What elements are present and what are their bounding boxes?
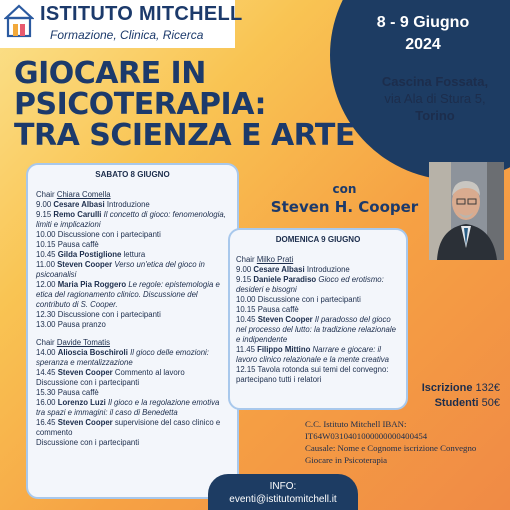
item-time: 9.15 xyxy=(236,275,252,284)
item-time: 10.00 xyxy=(36,230,56,239)
house-logo-icon xyxy=(4,4,34,42)
sunday-item xyxy=(236,265,400,275)
logo-name: ISTITUTO MITCHELL xyxy=(40,3,243,25)
venue-name: Cascina Fossata, xyxy=(381,74,489,89)
item-speaker: Daniele Paradiso xyxy=(253,275,317,284)
item-time: 11.45 xyxy=(236,345,255,354)
event-year: 2024 xyxy=(405,36,441,53)
item-speaker: Lorenzo Luzi xyxy=(57,398,106,407)
item-description: Discussione con i partecipanti xyxy=(57,230,161,239)
item-description: Narrare e giocare: il lavoro clinico relazionale e la mente creativa xyxy=(236,345,389,364)
item-speaker: Filippo Mittino xyxy=(257,345,311,354)
item-speaker: Steven Cooper xyxy=(57,260,113,269)
item-description: Introduzione xyxy=(306,265,350,274)
item-time: 10.45 xyxy=(236,315,256,324)
item-description: Discussione con i partecipanti xyxy=(57,310,161,319)
item-time: 14.00 xyxy=(36,348,56,357)
logo xyxy=(0,0,243,48)
saturday-afternoon-item xyxy=(36,438,229,448)
bank-reason-2: Giocare in Psicoterapia xyxy=(305,455,388,465)
saturday-title: SABATO 8 GIUGNO xyxy=(95,170,170,179)
item-description: Introduzione xyxy=(106,200,150,209)
item-time: 16.45 xyxy=(36,418,56,427)
item-description: Verso un'etica del gioco in psicoanalisi xyxy=(36,260,205,279)
sunday-item xyxy=(236,275,400,295)
item-speaker: Cesare Albasi xyxy=(253,265,305,274)
item-description: Tavola rotonda sui temi del convegno: partecipano tutti i relatori xyxy=(236,365,389,384)
bank-account: C.C. Istituto Mitchell IBAN: xyxy=(305,419,407,429)
sunday-item xyxy=(236,345,400,365)
saturday-afternoon-item xyxy=(36,398,229,418)
item-description: Discussione con i partecipanti xyxy=(36,438,140,447)
item-description: supervisione del caso clinico e commento xyxy=(36,418,221,437)
speaker-portrait-image xyxy=(429,162,504,260)
saturday-morning-item xyxy=(36,240,229,250)
item-time: 9.00 xyxy=(36,200,52,209)
saturday-afternoon-item xyxy=(36,418,229,438)
fee-registration: Iscrizione 132€ xyxy=(421,382,500,394)
bank-reason: Causale: Nome e Cognome iscrizione Convegno xyxy=(305,443,477,453)
saturday-program xyxy=(26,163,239,499)
fee-students: Studenti 50€ xyxy=(434,397,500,409)
saturday-morning-item xyxy=(36,310,229,320)
item-description: Il gioco e la regolazione emotiva tra spazi e immagini: il caso di Benedetta xyxy=(36,398,220,417)
saturday-morning-item xyxy=(36,320,229,330)
item-description: Il paradosso del gioco nel processo del lutto: la tradizione relazionale e indipendente xyxy=(236,315,396,344)
bank-details xyxy=(305,418,507,466)
venue-city: Torino xyxy=(415,108,455,123)
item-speaker: Alioscia Boschiroli xyxy=(57,348,128,357)
title-line-2: PSICOTERAPIA: xyxy=(14,87,266,122)
info-label: INFO: xyxy=(269,481,297,492)
item-time: 12.30 xyxy=(36,310,56,319)
item-time: 14.45 xyxy=(36,368,56,377)
event-days: 8 - 9 Giugno xyxy=(376,14,470,31)
item-description: Pausa caffè xyxy=(57,240,99,249)
speaker-name: Steven H. Cooper xyxy=(270,198,419,216)
saturday-afternoon-item xyxy=(36,368,229,378)
venue-address: via Ala di Stura 5, xyxy=(384,91,486,106)
item-speaker: Steven Cooper xyxy=(57,418,113,427)
title-line-3: TRA SCIENZA E ARTE xyxy=(14,118,355,153)
item-speaker: Gilda Postiglione xyxy=(57,250,122,259)
saturday-afternoon-chair: Chair Davide Tomatis xyxy=(36,338,110,347)
item-description: Le regole: epistemologia e etica del ragionamento clinico. Discussione del contributo di S. Cooper. xyxy=(36,280,220,309)
item-speaker: Steven Cooper xyxy=(257,315,313,324)
item-time: 9.15 xyxy=(36,210,52,219)
saturday-afternoon-item xyxy=(36,378,229,388)
saturday-morning-item xyxy=(36,210,229,230)
saturday-morning-item xyxy=(36,280,229,310)
saturday-afternoon-list xyxy=(36,348,229,448)
featured-speaker xyxy=(262,181,427,217)
item-time: 10.45 xyxy=(36,250,56,259)
saturday-morning-chair: Chair Chiara Comella xyxy=(36,190,111,199)
item-time: 10.15 xyxy=(36,240,56,249)
saturday-morning-item xyxy=(36,200,229,210)
item-description: Discussione con i partecipanti xyxy=(36,378,140,387)
logo-tagline: Formazione, Clinica, Ricerca xyxy=(50,28,204,42)
item-time: 13.00 xyxy=(36,320,56,329)
item-speaker: Cesare Albasi xyxy=(53,200,105,209)
info-contact xyxy=(208,474,358,510)
item-description: Il concetto di gioco: fenomenologia, limiti e implicazioni xyxy=(36,210,226,229)
sunday-item xyxy=(236,295,400,305)
item-time: 12.15 xyxy=(236,365,256,374)
main-title xyxy=(14,58,374,151)
saturday-afternoon-item xyxy=(36,348,229,368)
item-speaker: Maria Pia Roggero xyxy=(57,280,127,289)
bank-iban: IT64W0310401000000000400454 xyxy=(305,431,428,441)
item-description: Pausa caffè xyxy=(57,388,99,397)
item-time: 9.00 xyxy=(236,265,252,274)
info-email[interactable]: eventi@istitutomitchell.it xyxy=(229,494,337,505)
item-description: lettura xyxy=(123,250,146,259)
item-time: 12.00 xyxy=(36,280,56,289)
item-speaker: Steven Cooper xyxy=(57,368,113,377)
saturday-morning-item xyxy=(36,230,229,240)
sunday-program xyxy=(228,228,408,410)
item-description: Gioco ed erotismo: desideri e bisogni xyxy=(236,275,384,294)
item-time: 10.00 xyxy=(236,295,256,304)
sunday-item xyxy=(236,365,400,385)
item-time: 16.00 xyxy=(36,398,56,407)
item-description: Il gioco delle emozioni: speranza e mentalizzazione xyxy=(36,348,209,367)
fees xyxy=(408,381,500,411)
sunday-list xyxy=(236,265,400,385)
item-time: 11.00 xyxy=(36,260,55,269)
item-speaker: Remo Carulli xyxy=(53,210,102,219)
item-time: 10.15 xyxy=(236,305,256,314)
venue xyxy=(360,73,510,124)
item-description: Pausa caffè xyxy=(257,305,299,314)
speaker-photo xyxy=(429,162,504,260)
sunday-chair: Chair Milko Prati xyxy=(236,255,294,264)
sunday-title: DOMENICA 9 GIUGNO xyxy=(275,235,361,244)
speaker-with: con xyxy=(332,182,357,196)
sunday-item xyxy=(236,305,400,315)
sunday-item xyxy=(236,315,400,345)
title-line-1: GIOCARE IN xyxy=(14,56,206,91)
saturday-afternoon-item xyxy=(36,388,229,398)
event-dates xyxy=(358,12,488,56)
item-time: 15.30 xyxy=(36,388,56,397)
saturday-morning-list xyxy=(36,200,229,330)
saturday-morning-item xyxy=(36,250,229,260)
item-description: Commento al lavoro xyxy=(114,368,185,377)
item-description: Discussione con i partecipanti xyxy=(257,295,361,304)
item-description: Pausa pranzo xyxy=(57,320,106,329)
saturday-morning-item xyxy=(36,260,229,280)
